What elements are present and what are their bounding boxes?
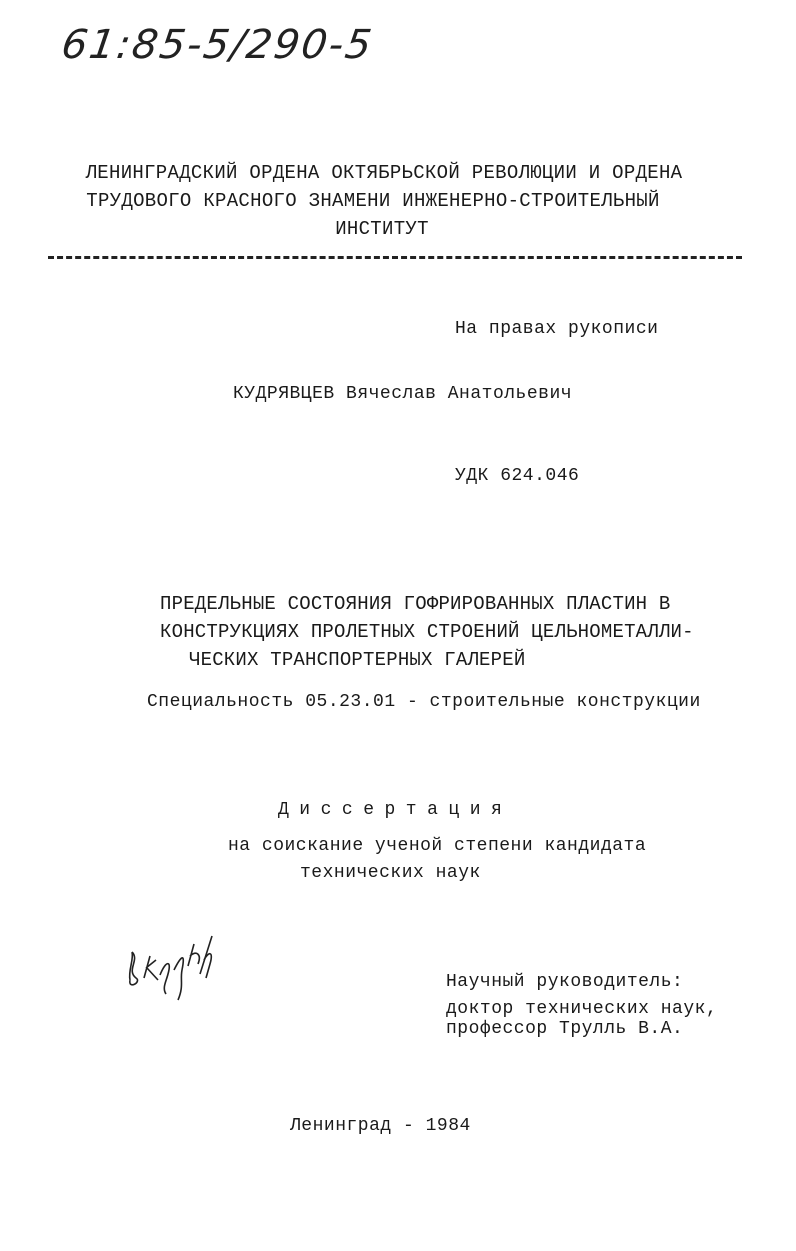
dissertation-line-1: на соискание ученой степени кандидата xyxy=(228,836,647,856)
title-line-2: КОНСТРУКЦИЯХ ПРОЛЕТНЫХ СТРОЕНИЙ ЦЕЛЬНОМЕТАЛЛИ- xyxy=(160,621,694,643)
dissertation-line-2: технических наук xyxy=(300,863,481,883)
author-name: КУДРЯВЦЕВ Вячеслав Анатольевич xyxy=(233,384,573,404)
supervisor-line-2: профессор Трулль В.А. xyxy=(446,1019,684,1039)
manuscript-note: На правах рукописи xyxy=(455,319,659,339)
institution-line-2: ТРУДОВОГО КРАСНОГО ЗНАМЕНИ ИНЖЕНЕРНО-СТРОИТЕЛЬНЫЙ xyxy=(86,190,660,212)
archive-number: 61:85-5/290-5 xyxy=(58,22,377,68)
title-line-1: ПРЕДЕЛЬНЫЕ СОСТОЯНИЯ ГОФРИРОВАННЫХ ПЛАСТИН В xyxy=(160,593,671,615)
institution-line-3: ИНСТИТУТ xyxy=(335,218,429,240)
title-line-3: ЧЕСКИХ ТРАНСПОРТЕРНЫХ ГАЛЕРЕЙ xyxy=(189,649,526,671)
dissertation-heading: Диссертация xyxy=(278,800,513,820)
supervisor-label: Научный руководитель: xyxy=(446,972,684,992)
separator-line xyxy=(48,256,742,259)
specialty: Специальность 05.23.01 - строительные конструкции xyxy=(147,692,701,712)
supervisor-line-1: доктор технических наук, xyxy=(446,999,718,1019)
udc-code: УДК 624.046 xyxy=(455,466,580,486)
institution-line-1: ЛЕНИНГРАДСКИЙ ОРДЕНА ОКТЯБРЬСКОЙ РЕВОЛЮЦИИ И ОРДЕНА xyxy=(85,162,683,184)
handwritten-signature xyxy=(122,930,222,1005)
place-and-year: Ленинград - 1984 xyxy=(290,1116,471,1136)
